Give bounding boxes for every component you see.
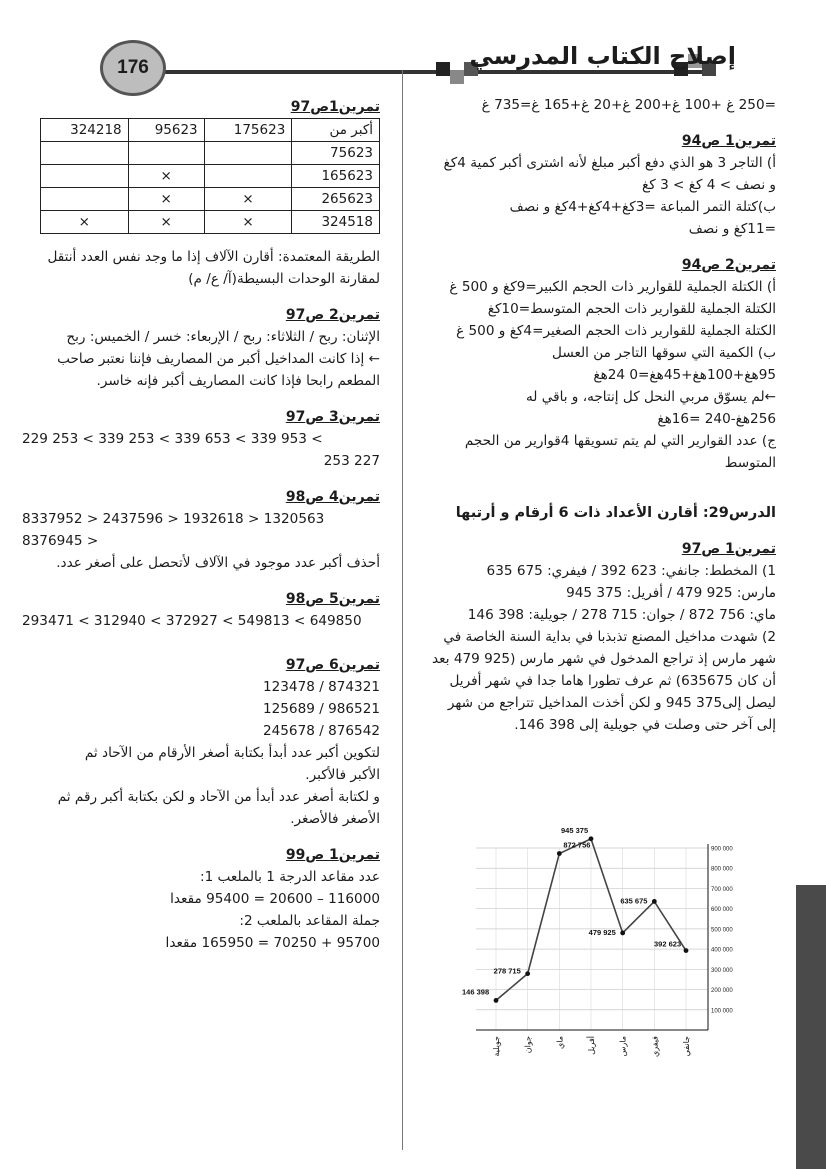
text-line: ليصل إلى375 945 و لكن أخذت المداخيل تتراجع من شهر (447, 695, 776, 711)
table-cell: 265623 (292, 188, 380, 211)
exercise-title: تمرين3 ص97 (285, 409, 380, 425)
y-tick-label: 400 000 (711, 947, 733, 954)
text-line: ب)كتلة التمر المباعة =3كغ+4كغ+4كغ و نصف (509, 199, 776, 215)
exercise-title: تمرين1 ص97 (681, 541, 776, 557)
chart-axes (476, 844, 733, 1057)
text-line: الكتلة الجملية للقوارير ذات الحجم الصغير=4كغ و 500 غ (456, 323, 776, 339)
lesson-title: الدرس29: أقارن الأعداد ذات 6 أرقام و أرتبها (455, 505, 776, 521)
text-line: أحذف أكبر عدد موجود في الآلاف لأتحصل على أصغر عدد. (56, 555, 380, 571)
exercise-title: تمرين2 ص97 (285, 307, 380, 323)
x-tick-label: جوان (523, 1036, 533, 1054)
text-line: ← إذا كانت المداخيل أكبر من المصاريف فإننا نعتبر صاحب (57, 351, 380, 367)
y-tick-label: 200 000 (711, 988, 733, 995)
column-divider (402, 70, 403, 1150)
table-cell (128, 142, 204, 165)
text-line: =11كغ و نصف (688, 221, 776, 237)
text-line: 95700 + 70250 = 165950 مقعدا (165, 935, 380, 951)
text-line: الأكبر فالأكبر. (305, 767, 380, 783)
text-line: 256هغ-240 =16هغ (657, 411, 776, 427)
math-line: 8376945 > (22, 533, 99, 549)
x-tick-label: جويلية (492, 1036, 501, 1057)
y-tick-label: 100 000 (711, 1008, 733, 1015)
table-row (41, 165, 380, 188)
table-cell (204, 165, 292, 188)
table-header-row (41, 119, 380, 142)
text-line: و نصف > 4 كغ > 3 كغ (642, 177, 776, 193)
text-line: ب) الكمية التي سوقها التاجر من العسل (552, 345, 776, 361)
y-tick-label: 300 000 (711, 967, 733, 974)
page-title: إصلاح الكتاب المدرسي (469, 42, 736, 70)
exercise-title: تمرين6 ص97 (285, 657, 380, 673)
x-tick-label: جانفي (682, 1036, 691, 1057)
data-label: 945 375 (561, 825, 589, 835)
exercise-title: تمرين5 ص98 (285, 591, 380, 607)
data-point (652, 899, 657, 904)
math-line: 227 253 (323, 453, 380, 469)
table-cell (41, 165, 129, 188)
text-line: الإثنان: ربح / الثلاثاء: ربح / الإربعاء: خسر / الخميس: ربح (66, 329, 380, 345)
page-header (96, 30, 796, 90)
left-column (22, 96, 380, 954)
exercise-title: تمرين4 ص98 (285, 489, 380, 505)
math-line: 125689 / 986521 (262, 701, 380, 717)
text-line: 95هغ+100هغ+45هغ=0 24هغ (593, 367, 776, 383)
text-line: إلى آخر حتى وصلت في جويلية إلى 398 146. (514, 717, 776, 733)
x-tick-label: ماي (555, 1036, 565, 1049)
data-label: 479 925 (588, 927, 616, 937)
text-line: الأصغر فالأصغر. (290, 811, 380, 827)
table-row (41, 188, 380, 211)
y-tick-label: 700 000 (711, 886, 733, 893)
table-cell: 324218 (41, 119, 129, 142)
text-line: عدد مقاعد الدرجة 1 بالملعب 1: (199, 869, 380, 885)
math-line: 123478 / 874321 (262, 679, 380, 695)
table-cell: 95623 (128, 119, 204, 142)
table-cell (41, 188, 129, 211)
data-label: 392 623 (654, 939, 682, 949)
table-cell (204, 142, 292, 165)
table-cell: 175623 (204, 119, 292, 142)
data-label: 146 398 (462, 987, 490, 997)
data-point (684, 948, 689, 953)
text-line: شهر مارس إذ تراجع المدخول في شهر مارس (925 479 بعد (432, 651, 776, 667)
table-cell: 165623 (292, 165, 380, 188)
comparison-table (40, 118, 380, 234)
math-line: 8337952 > 2437596 > 1932618 > 1320563 (22, 511, 325, 527)
exercise-title: تمرين1 ص99 (285, 847, 380, 863)
text-line: ماي: 756 872 / جوان: 715 278 / جويلية: 398 146 (467, 607, 776, 623)
table-cell: × (128, 165, 204, 188)
data-point (494, 998, 499, 1003)
table-cell: 324518 (292, 211, 380, 234)
y-tick-label: 500 000 (711, 927, 733, 934)
income-line-chart (462, 825, 733, 1090)
text-line: أ) الكتلة الجملية للقوارير ذات الحجم الكبير=9كغ و 500 غ (449, 279, 776, 295)
table-cell: × (128, 188, 204, 211)
data-point (557, 851, 562, 856)
data-label: 872 756 (563, 840, 591, 850)
page-number: 176 (100, 40, 166, 96)
text-line: المطعم رابحا فإذا كانت المصاريف أكبر فإنه خاسر. (96, 373, 380, 389)
text-line: و لكتابة أصغر عدد أبدأ من الآحاد و لكن بكتابة أكبر رقم ثم (57, 789, 380, 805)
text-line: ←لم يسوّق مربي النحل كل إنتاجه، و باقي له (525, 389, 776, 405)
text-line: مارس: 925 479 / أفريل: 375 945 (566, 585, 776, 601)
text-line: ج) عدد القوارير التي لم يتم تسويقها 4قوارير من الحجم (464, 433, 776, 449)
x-tick-label: أفريل (587, 1036, 596, 1055)
data-label: 635 675 (620, 896, 648, 906)
table-cell: أكبر من (292, 119, 380, 142)
table-cell (41, 142, 129, 165)
table-row (41, 142, 380, 165)
text-line: 116000 – 20600 = 95400 مقعدا (170, 891, 380, 907)
y-tick-label: 900 000 (711, 846, 733, 853)
exercise-title: تمرين1ص97 (290, 99, 380, 115)
table-row (41, 211, 380, 234)
exercise-title: تمرين2 ص94 (681, 257, 776, 273)
text-line: أ) التاجر 3 هو الذي دفع أكبر مبلغ لأنه اشترى أكبر كمية 4كغ (443, 155, 776, 171)
x-tick-label: مارس (618, 1036, 628, 1057)
y-tick-label: 800 000 (711, 866, 733, 873)
text-line: المتوسط (724, 455, 776, 471)
table-cell: × (41, 211, 129, 234)
text-line: الطريقة المعتمدة: أقارن الآلاف إذا ما وجد نفس العدد أنتقل (47, 249, 380, 265)
text-line: جملة المقاعد بالملعب 2: (239, 913, 380, 929)
text-line: لتكوين أكبر عدد أبدأ بكتابة أصغر الأرقام من الآحاد ثم (84, 745, 380, 761)
text-line: 2) شهدت مداخيل المصنع تذبذبا في بداية السنة الخاصة في (443, 629, 776, 645)
math-line: 293471 < 312940 < 372927 < 549813 < 649850 (22, 613, 362, 629)
math-line: 245678 / 876542 (262, 723, 380, 739)
sum-line: =250 غ +100 غ+200 غ+20 غ+165 غ=735 غ (481, 97, 776, 113)
table-cell: × (204, 188, 292, 211)
edge-tab (796, 885, 826, 1169)
data-label: 278 715 (493, 966, 521, 976)
data-point (620, 931, 625, 936)
table-cell: 75623 (292, 142, 380, 165)
right-column (410, 94, 776, 736)
text-line: لمقارنة الوحدات البسيطة(آ/ ع/ م) (188, 271, 380, 287)
data-point (525, 971, 530, 976)
text-line: 1) المخطط: جانفي: 623 392 / فيفري: 675 635 (486, 563, 776, 579)
exercise-title: تمرين1 ص94 (681, 133, 776, 149)
text-line: الكتلة الجملية للقوارير ذات الحجم المتوسط=10كغ (487, 301, 776, 317)
text-line: أن كان 635675) ثم عرف تطورا هاما جدا في شهر أفريل (449, 673, 776, 689)
y-tick-label: 600 000 (711, 907, 733, 914)
math-line: 229 253 < 339 253 < 339 653 < 339 953 < (22, 431, 323, 447)
table-cell: × (128, 211, 204, 234)
x-tick-label: فيفري (650, 1036, 660, 1057)
table-cell: × (204, 211, 292, 234)
